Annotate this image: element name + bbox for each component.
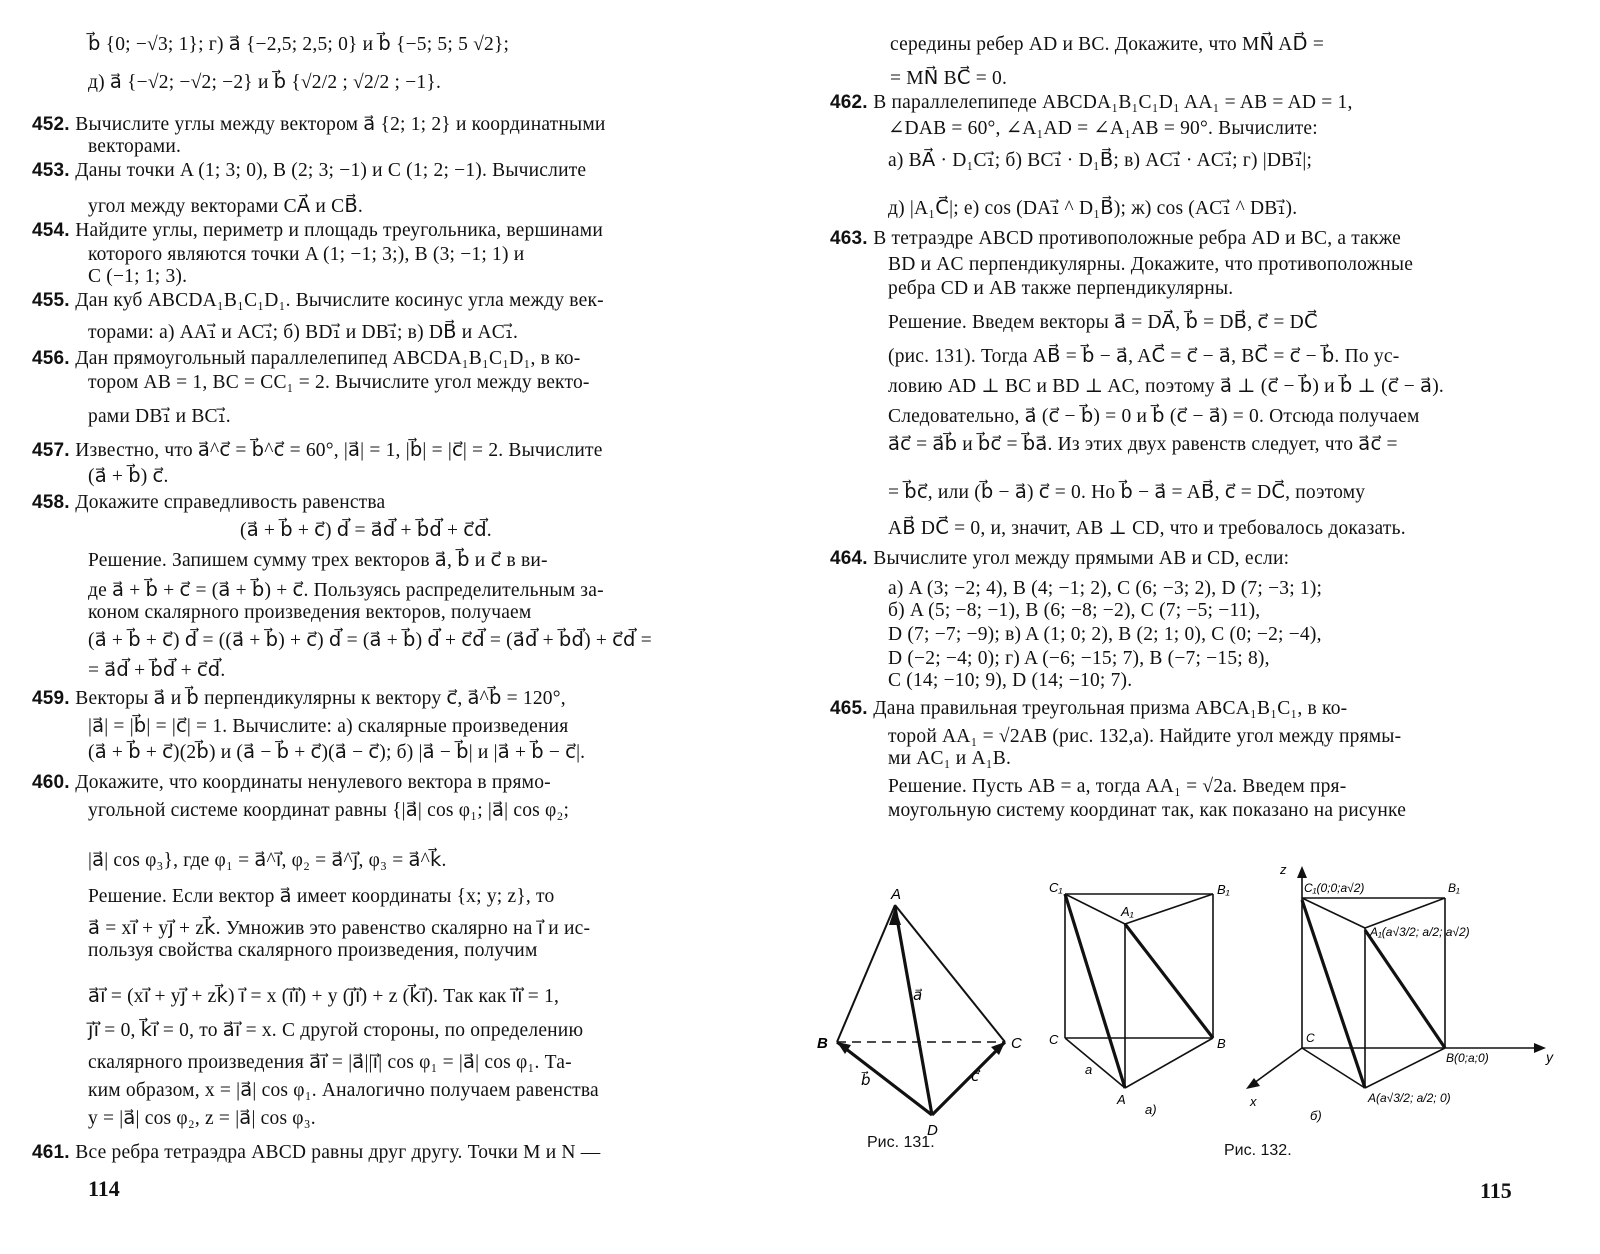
caption-132: Рис. 132. — [1224, 1142, 1292, 1159]
figure-132a — [1045, 878, 1235, 1118]
vector-b — [837, 1042, 932, 1115]
label-x: x — [1250, 1094, 1257, 1109]
label-C1: C₁(0;0;a√2) — [1304, 881, 1365, 895]
text-line: |a⃗| cos φ₃}, где φ₁ = a⃗^i⃗, φ₂ = a⃗^j⃗, φ₃ = a⃗^k⃗. — [88, 850, 447, 871]
text-line: Решение. Если вектор a⃗ имеет координаты {x; y; z}, то — [88, 886, 555, 907]
text-line: 463. В тетраэдре ABCD противоположные ребра AD и BC, а также — [830, 228, 1402, 249]
segment-AC1 — [1302, 900, 1365, 1088]
text-line: рами DB₁⃗ и BC₁⃗. — [88, 406, 231, 427]
text-line: Решение. Запишем сумму трех векторов a⃗, b⃗ и c⃗ в ви- — [88, 550, 548, 571]
vector-c — [932, 1042, 1005, 1115]
vector-a — [895, 907, 932, 1115]
text-line: коном скалярного произведения векторов, получаем — [88, 602, 532, 623]
text-line: C (14; −10; 9), D (14; −10; 7). — [888, 670, 1133, 691]
label-C: C — [1306, 1031, 1315, 1045]
text-line: скалярного произведения a⃗i⃗ = |a⃗||i⃗| cos φ₁ = |a⃗| cos φ₁. Та- — [88, 1052, 572, 1073]
label-A1: A₁ — [1121, 904, 1134, 919]
text-line: моугольную систему координат так, как показано на рисунке — [888, 800, 1407, 821]
text-line: Решение. Пусть AB = a, тогда AA₁ = √2a. Введем пря- — [888, 776, 1347, 797]
text-line: 459. Векторы a⃗ и b⃗ перпендикулярны к вектору c⃗, a⃗^b⃗ = 120°, — [32, 688, 566, 709]
label-B: B — [817, 1035, 828, 1052]
text-line: D (−2; −4; 0); г) A (−6; −15; 7), B (−7; −15; 8), — [888, 648, 1270, 669]
label-C1: C₁ — [1049, 880, 1063, 895]
text-line: y = |a⃗| cos φ₂, z = |a⃗| cos φ₃. — [88, 1108, 316, 1129]
label-A: A(a√3/2; a/2; 0) — [1368, 1091, 1451, 1105]
text-line: (a⃗ + b⃗ + c⃗) d⃗ = ((a⃗ + b⃗) + c⃗) d⃗ = (a⃗ + b⃗) d⃗ + c⃗d⃗ = (a⃗d⃗ + b⃗d⃗) + c⃗d⃗ = — [88, 630, 652, 651]
text-line: 458. Докажите справедливость равенства — [32, 492, 386, 513]
text-line: = MN⃗ BC⃗ = 0. — [890, 68, 1008, 89]
label-z: z — [1280, 862, 1287, 877]
text-line: a⃗ = xi⃗ + yj⃗ + zk⃗. Умножив это равенство скалярно на i⃗ и ис- — [88, 918, 591, 939]
text-line: ∠DAB = 60°, ∠A₁AD = ∠A₁AB = 90°. Вычислите: — [888, 118, 1318, 139]
page-number-left: 114 — [88, 1176, 120, 1201]
text-line: 455. Дан куб ABCDA₁B₁C₁D₁. Вычислите косинус угла между век- — [32, 290, 604, 311]
segment-A1B — [1125, 924, 1213, 1038]
label-C: C — [1011, 1035, 1022, 1052]
label-A: A — [891, 886, 902, 903]
text-line: C (−1; 1; 3). — [88, 266, 188, 287]
text-line: а) A (3; −2; 4), B (4; −1; 2), C (6; −3; 2), D (7; −3; 1); — [888, 578, 1323, 599]
text-line: 456. Дан прямоугольный параллелепипед ABCDA₁B₁C₁D₁, в ко- — [32, 348, 581, 369]
text-line: угол между векторами CA⃗ и CB⃗. — [88, 196, 364, 217]
text-line: 453. Даны точки A (1; 3; 0), B (2; 3; −1) и C (1; 2; −1). Вычислите — [32, 160, 587, 181]
text-line: a⃗c⃗ = a⃗b⃗ и b⃗c⃗ = b⃗a⃗. Из этих двух равенств следует, что a⃗c⃗ = — [888, 434, 1398, 455]
text-line: ребра CD и AB также перпендикулярны. — [888, 278, 1234, 299]
text-line: (a⃗ + b⃗ + c⃗) d⃗ = a⃗d⃗ + b⃗d⃗ + c⃗d⃗. — [240, 520, 492, 541]
text-line: торой AA₁ = √2AB (рис. 132,а). Найдите угол между прямы- — [888, 726, 1402, 747]
label-B: B(0;a;0) — [1446, 1051, 1489, 1065]
label-vec-a: a⃗ — [913, 987, 923, 1004]
text-line: = b⃗c⃗, или (b⃗ − a⃗) c⃗ = 0. Но b⃗ − a⃗ = AB⃗, c⃗ = DC⃗, поэтому — [888, 482, 1366, 503]
page-number-right: 115 — [1480, 1178, 1512, 1203]
text-line: которого являются точки A (1; −1; 3;), B (3; −1; 1) и — [88, 244, 525, 265]
left-page — [0, 0, 790, 1254]
text-line: = a⃗d⃗ + b⃗d⃗ + c⃗d⃗. — [88, 660, 226, 681]
text-line: 452. Вычислите углы между вектором a⃗ {2; 1; 2} и координатными — [32, 114, 606, 135]
sub-a: а) — [1145, 1102, 1157, 1117]
text-line: ми AC₁ и A₁B. — [888, 748, 1012, 769]
text-line: AB⃗ DC⃗ = 0, и, значит, AB ⊥ CD, что и требовалось доказать. — [888, 518, 1406, 539]
text-line: |a⃗| = |b⃗| = |c⃗| = 1. Вычислите: а) скалярные произведения — [88, 716, 569, 737]
caption-131: Рис. 131. — [867, 1134, 935, 1151]
text-line: д) |A₁C⃗|; е) cos (DA₁⃗ ^ D₁B⃗); ж) cos (AC₁⃗ ^ DB₁⃗). — [888, 198, 1298, 219]
text-line: 461. Все ребра тетраэдра ABCD равны друг другу. Точки M и N — — [32, 1142, 601, 1163]
edge-AC — [895, 905, 1005, 1042]
text-line: a⃗i⃗ = (xi⃗ + yj⃗ + zk⃗) i⃗ = x (i⃗i⃗) + y (j⃗i⃗) + z (k⃗i⃗). Так как i⃗i⃗ = 1, — [88, 986, 560, 1007]
text-line: б) A (5; −8; −1), B (6; −8; −2), C (7; −5; −11), — [888, 600, 1261, 621]
text-line: д) a⃗ {−√2; −√2; −2} и b⃗ {√2/2 ; √2/2 ; −1}. — [88, 72, 442, 93]
label-A1: A₁(a√3/2; a/2; a√2) — [1370, 925, 1470, 939]
text-line: (a⃗ + b⃗) c⃗. — [88, 466, 169, 487]
label-C: C — [1049, 1032, 1059, 1047]
text-line: тором AB = 1, BC = CC₁ = 2. Вычислите угол между векто- — [88, 372, 590, 393]
figure-131 — [815, 885, 1035, 1139]
text-line: Решение. Введем векторы a⃗ = DA⃗, b⃗ = DB⃗, c⃗ = DC⃗ — [888, 312, 1318, 333]
label-vec-b: b⃗ — [861, 1072, 871, 1089]
label-y: y — [1546, 1049, 1553, 1065]
text-line: (a⃗ + b⃗ + c⃗)(2b⃗) и (a⃗ − b⃗ + c⃗)(a⃗ − c⃗); б) |a⃗ − b⃗| и |a⃗ + b⃗ − c⃗|. — [88, 742, 586, 763]
text-line: 465. Дана правильная треугольная призма ABCA₁B₁C₁, в ко- — [830, 698, 1348, 719]
text-line: 464. Вычислите угол между прямыми AB и CD, если: — [830, 548, 1290, 569]
text-line: де a⃗ + b⃗ + c⃗ = (a⃗ + b⃗) + c⃗. Пользуясь распределительным за- — [88, 580, 604, 601]
label-B1: B₁ — [1217, 882, 1230, 897]
label-A: A — [1117, 1092, 1126, 1107]
right-page — [800, 0, 1600, 1254]
text-line: а) BA⃗ · D₁C₁⃗; б) BC₁⃗ · D₁B⃗; в) AC₁⃗ · AC₁⃗; г) |DB₁⃗|; — [888, 150, 1313, 171]
text-line: D (7; −7; −9); в) A (1; 0; 2), B (2; 1; 0), C (0; −2; −4), — [888, 624, 1322, 645]
label-D: D — [927, 1122, 938, 1139]
text-line: Следовательно, a⃗ (c⃗ − b⃗) = 0 и b⃗ (c⃗ − a⃗) = 0. Отсюда получаем — [888, 406, 1420, 427]
text-line: 462. В параллелепипеде ABCDA₁B₁C₁D₁ AA₁ = AB = AD = 1, — [830, 92, 1353, 113]
text-line: ловию AD ⊥ BC и BD ⊥ AC, поэтому a⃗ ⊥ (c⃗ − b⃗) и b⃗ ⊥ (c⃗ − a⃗). — [888, 376, 1444, 397]
text-line: 460. Докажите, что координаты ненулевого вектора в прямо- — [32, 772, 551, 793]
segment-AC1 — [1065, 894, 1125, 1088]
segment-BA1 — [1365, 930, 1445, 1048]
label-vec-c: c⃗ — [971, 1068, 980, 1085]
text-line: 454. Найдите углы, периметр и площадь треугольника, вершинами — [32, 220, 603, 241]
text-line: ким образом, x = |a⃗| cos φ₁. Аналогично получаем равенства — [88, 1080, 599, 1101]
text-line: b⃗ {0; −√3; 1}; г) a⃗ {−2,5; 2,5; 0} и b⃗ {−5; 5; 5 √2}; — [88, 34, 510, 55]
sub-b: б) — [1310, 1108, 1322, 1123]
text-line: 457. Известно, что a⃗^c⃗ = b⃗^c⃗ = 60°, |a⃗| = 1, |b⃗| = |c⃗| = 2. Вычислите — [32, 440, 603, 461]
label-B1: B₁ — [1448, 881, 1460, 895]
figure-132b — [1240, 858, 1570, 1128]
label-B: B — [1217, 1036, 1226, 1051]
text-line: пользуя свойства скалярного произведения, получим — [88, 940, 538, 961]
text-line: торами: а) AA₁⃗ и AC₁⃗; б) BD₁⃗ и DB₁⃗; в) DB⃗ и AC₁⃗. — [88, 322, 519, 343]
axis-x — [1250, 1048, 1302, 1086]
text-line: j⃗i⃗ = 0, k⃗i⃗ = 0, то a⃗i⃗ = x. С другой стороны, по определению — [88, 1020, 584, 1041]
text-line: (рис. 131). Тогда AB⃗ = b⃗ − a⃗, AC⃗ = c⃗ − a⃗, BC⃗ = c⃗ − b⃗. По ус- — [888, 346, 1400, 367]
text-line: угольной системе координат равны {|a⃗| cos φ₁; |a⃗| cos φ₂; — [88, 800, 570, 821]
edge-AB — [837, 905, 895, 1042]
text-line: векторами. — [88, 136, 182, 157]
label-a: a — [1085, 1062, 1093, 1077]
text-line: середины ребер AD и BC. Докажите, что MN⃗ AD⃗ = — [890, 34, 1325, 55]
text-line: BD и AC перпендикулярны. Докажите, что противоположные — [888, 254, 1414, 275]
